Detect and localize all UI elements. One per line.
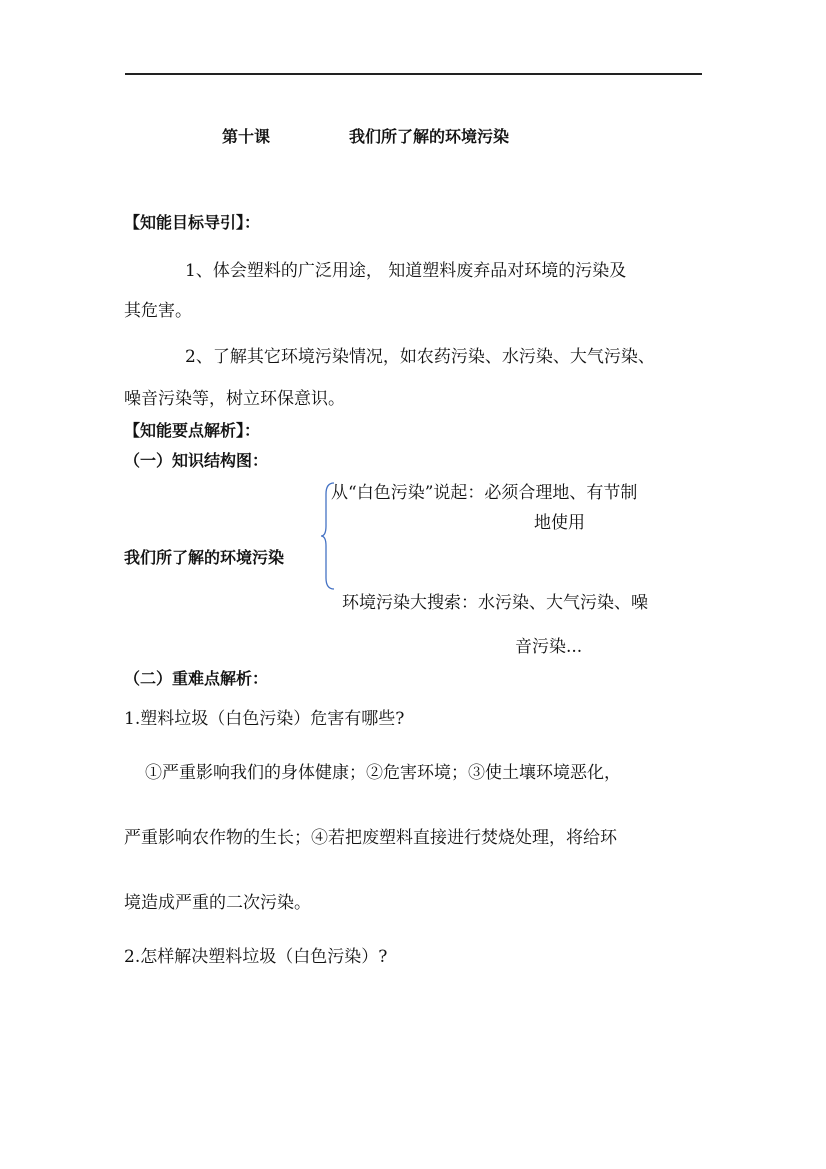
answer-1-line-3: 境造成严重的二次污染。: [124, 893, 311, 913]
diagram-branch-2-line-1: 环境污染大搜索：水污染、大气污染、噪: [342, 593, 648, 613]
goal-1-line-2: 其危害。: [124, 301, 192, 321]
goal-2-line-1: 2、了解其它环境污染情况，如农药污染、水污染、大气污染、: [185, 347, 655, 367]
goals-heading: 【知能目标导引】：: [124, 213, 261, 232]
analysis-heading: 【知能要点解析】：: [124, 421, 261, 440]
key-points-subheading: （二）重难点解析：: [124, 669, 269, 688]
structure-subheading: （一）知识结构图：: [124, 451, 269, 470]
diagram-root: 我们所了解的环境污染: [124, 548, 285, 567]
goal-1-line-1: 1、体会塑料的广泛用途， 知道塑料废弃品对环境的污染及: [185, 261, 627, 281]
answer-1-line-2: 严重影响农作物的生长；④若把废塑料直接进行焚烧处理，将给环: [124, 828, 617, 848]
diagram-branch-2-line-2: 音污染...: [515, 637, 583, 657]
lesson-title: 我们所了解的环境污染: [349, 127, 510, 146]
goal-2-line-2: 噪音污染等，树立环保意识。: [124, 389, 345, 409]
lesson-number: 第十课: [222, 127, 271, 146]
question-1: 1.塑料垃圾（白色污染）危害有哪些?: [124, 709, 405, 729]
answer-1-line-1: ①严重影响我们的身体健康；②危害环境；③使土壤环境恶化，: [145, 763, 621, 783]
header-rule: [125, 73, 702, 75]
diagram-branch-1-line-1: 从“白色污染”说起：必须合理地、有节制: [331, 483, 638, 503]
question-2: 2.怎样解决塑料垃圾（白色污染）?: [124, 947, 388, 967]
diagram-branch-1-line-2: 地使用: [534, 513, 585, 533]
